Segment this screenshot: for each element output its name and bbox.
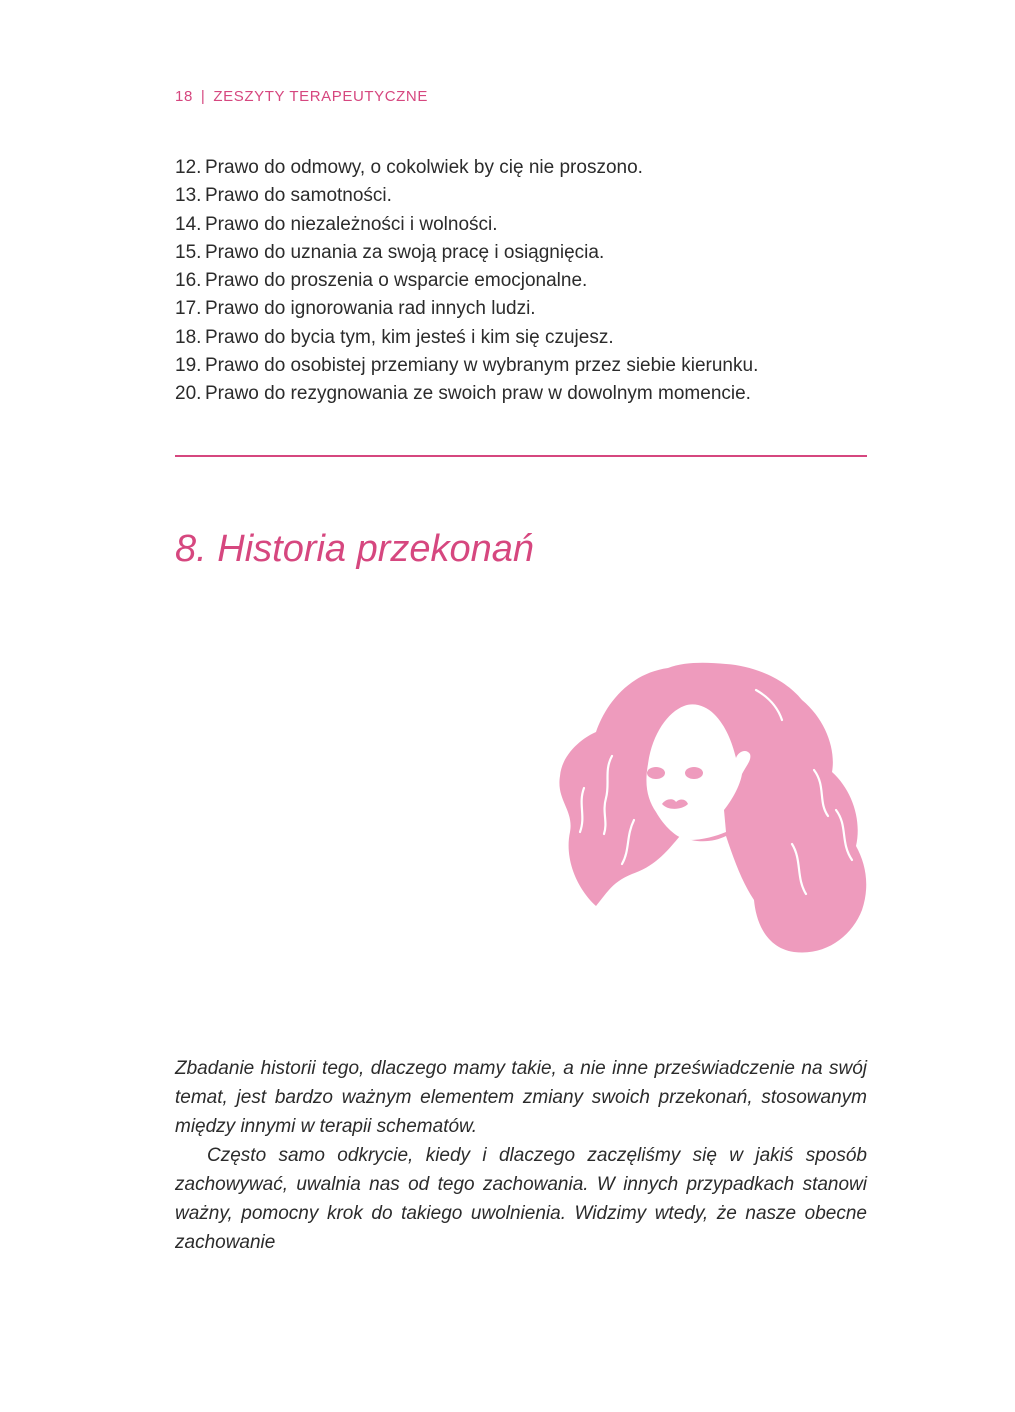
- list-item-text: Prawo do bycia tym, kim jesteś i kim się czujesz.: [205, 326, 614, 348]
- list-item-text: Prawo do niezależności i wolności.: [205, 213, 498, 235]
- list-item: [175, 295, 758, 323]
- list-item-text: Prawo do samotności.: [205, 185, 392, 207]
- list-item-number: 14.: [175, 213, 202, 235]
- right-eye: [685, 767, 703, 779]
- list-item: [175, 154, 758, 182]
- list-item-number: 13.: [175, 185, 202, 207]
- rights-list: [175, 154, 758, 409]
- running-header: [175, 88, 428, 105]
- list-item-text: Prawo do osobistej przemiany w wybranym przez siebie kierunku.: [205, 355, 759, 377]
- list-item-number: 20.: [175, 383, 202, 405]
- list-item-number: 16.: [175, 270, 202, 292]
- list-item: [175, 267, 758, 295]
- list-item: [175, 182, 758, 210]
- book-title: ZESZYTY TERAPEUTYCZNE: [213, 88, 428, 105]
- list-item-number: 15.: [175, 241, 202, 263]
- list-item: [175, 324, 758, 352]
- header-separator: |: [200, 88, 206, 105]
- list-item-text: Prawo do rezygnowania ze swoich praw w dowolnym momencie.: [205, 383, 751, 405]
- list-item: [175, 380, 758, 408]
- list-item-number: 12.: [175, 157, 202, 178]
- paragraph: Zbadanie historii tego, dlaczego mamy takie, a nie inne przeświadczenie na swój temat, jest bardzo ważnym elementem zmiany swoich przekonań, stosowanym między innymi w terapii schematów.: [175, 1058, 867, 1137]
- left-eye: [647, 767, 665, 779]
- section-title: 8. Historia przekonań: [175, 528, 535, 570]
- list-item-number: 19.: [175, 355, 202, 377]
- list-item-number: 18.: [175, 326, 202, 348]
- list-item-number: 17.: [175, 298, 202, 320]
- woman-with-long-hair-illustration: [556, 660, 872, 956]
- list-item-text: Prawo do odmowy, o cokolwiek by cię nie proszono.: [205, 157, 643, 178]
- list-item: [175, 352, 758, 380]
- section-divider: [175, 455, 867, 457]
- list-item-text: Prawo do proszenia o wsparcie emocjonalne.: [205, 270, 588, 292]
- page-number: 18: [175, 88, 193, 105]
- paragraph: Często samo odkrycie, kiedy i dlaczego zaczęliśmy się w jakiś sposób zachowywać, uwalnia nas od tego zachowania. W innych przypadkach stanowi ważny, pomocny krok do takiego uwolnienia. Widzimy wtedy, że nasze obecne zachowanie: [175, 1145, 867, 1253]
- list-item: [175, 239, 758, 267]
- body-text: [175, 1054, 867, 1257]
- list-item-text: Prawo do ignorowania rad innych ludzi.: [205, 298, 536, 320]
- list-item-text: Prawo do uznania za swoją pracę i osiągnięcia.: [205, 241, 605, 263]
- list-item: [175, 211, 758, 239]
